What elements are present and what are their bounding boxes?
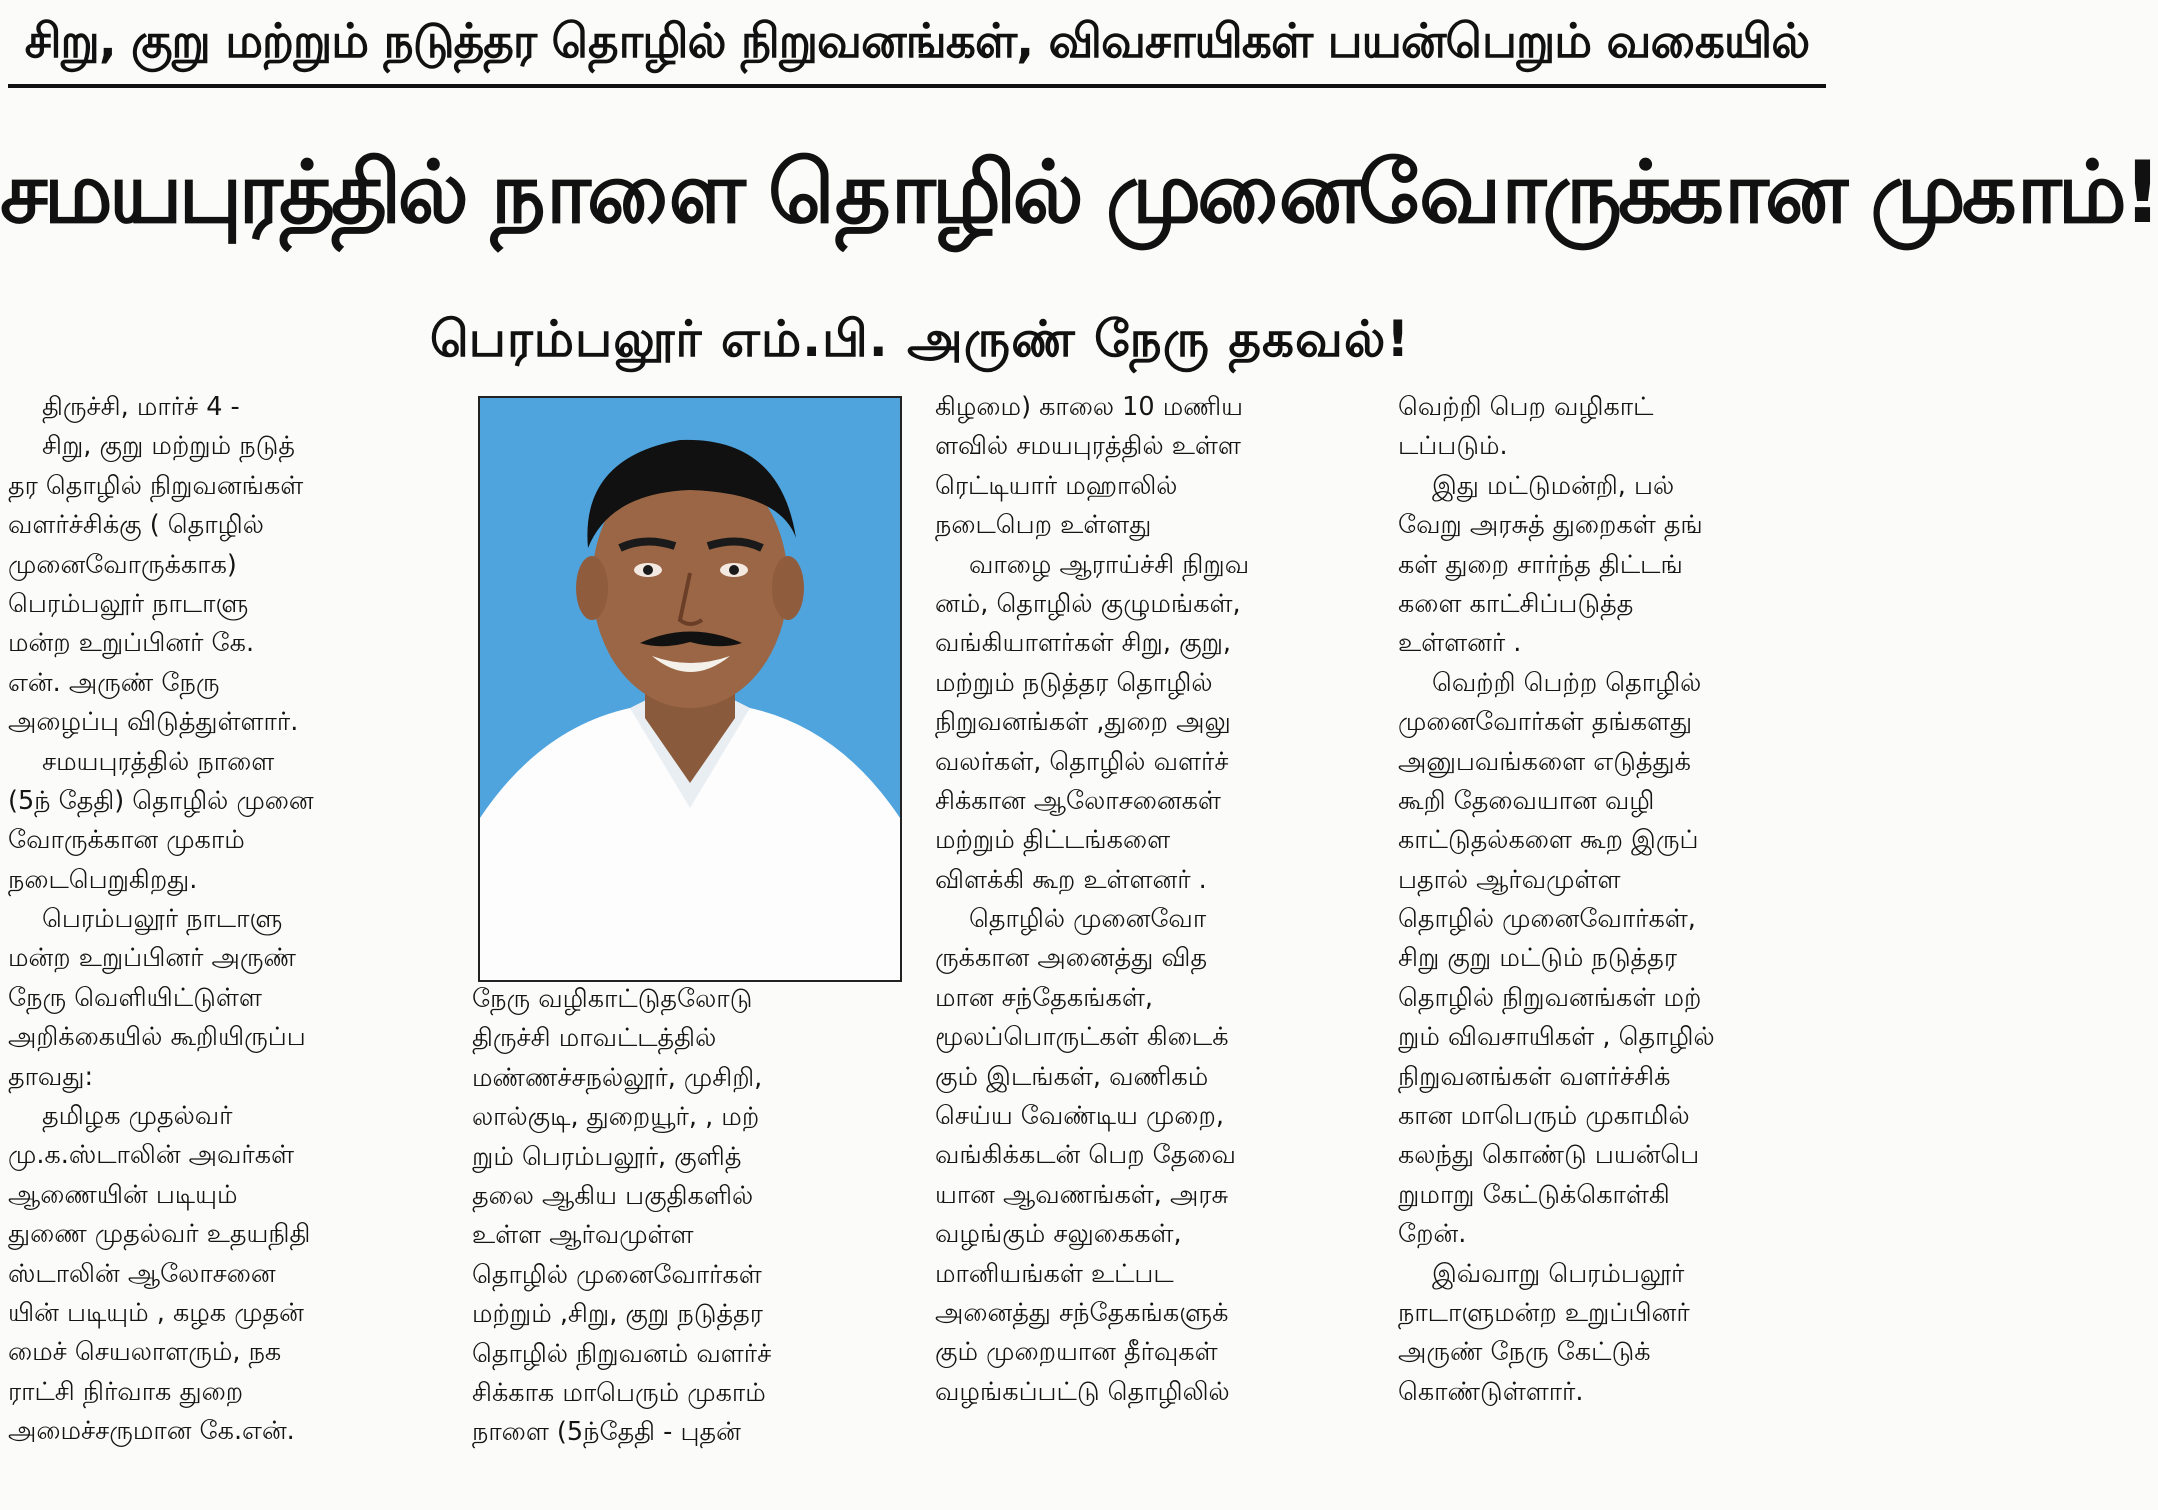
article-line: நிறுவனங்கள் ,துறை அலு [935,707,1231,738]
portrait-illustration [480,398,900,980]
article-line: வெற்றி பெற்ற தொழில் [1432,667,1702,698]
article-line: பெரம்பலூர் நாடாளு [42,904,283,935]
portrait-photo [478,396,902,982]
article-line: அனைத்து சந்தேகங்களுக் [935,1297,1229,1328]
article-line: உள்ள ஆர்வமுள்ள [472,1220,694,1251]
article-line: இவ்வாறு பெரம்பலூர் [1432,1258,1685,1289]
article-line: வெற்றி பெற வழிகாட் [1398,392,1654,422]
article-line: வேறு அரசுத் துறைகள் தங் [1398,510,1703,541]
article-column-2 [472,980,912,1500]
article-line: விளக்கி கூற உள்ளனர் . [935,864,1207,895]
article-line: தொழில் நிறுவனம் வளர்ச் [472,1338,772,1369]
article-line: லால்குடி, துறையூர், , மற் [472,1102,760,1133]
article-line: மூலப்பொருட்கள் கிடைக் [935,1022,1229,1053]
article-line: நடைபெறுகிறது. [8,864,198,895]
kicker-underline [8,84,1826,88]
article-line: றேன். [1398,1219,1467,1250]
article-line: அழைப்பு விடுத்துள்ளார். [8,707,299,738]
article-line: கள் துறை சார்ந்த திட்டங் [1398,549,1683,580]
article-line: மற்றும் திட்டங்களை [935,825,1171,856]
article-line: பதால் ஆர்வமுள்ள [1398,864,1621,895]
article-column-1 [8,388,440,1500]
article-line: கான மாபெரும் முகாமில் [1398,1101,1690,1132]
article-line: மானியங்கள் உட்பட [935,1258,1174,1289]
article-line: வழங்கும் சலுகைகள், [935,1219,1182,1250]
article-line: தொழில் முனைவோர்கள், [1398,904,1696,935]
article-line: கலந்து கொண்டு பயன்பெ [1398,1140,1700,1171]
article-line: வழங்கப்பட்டு தொழிலில் [935,1376,1230,1407]
article-line: அருண் நேரு கேட்டுக் [1398,1337,1651,1368]
article-line: தொழில் முனைவோர்கள் [472,1259,762,1290]
article-line: றுமாறு கேட்டுக்கொள்கி [1398,1179,1670,1210]
article-line: ரெட்டியார் மஹாலில் [935,470,1178,501]
article-line: வோருக்கான முகாம் [8,825,245,856]
article-line: துணை முதல்வர் உதயநிதி [8,1219,311,1250]
article-line: யான ஆவணங்கள், அரசு [935,1179,1229,1210]
article-line: றும் விவசாயிகள் , தொழில் [1398,1022,1715,1053]
article-line: நாடாளுமன்ற உறுப்பினர் [1398,1297,1690,1328]
article-line: மு.க.ஸ்டாலின் அவர்கள் [8,1140,295,1171]
subheadline: பெரம்பலூர் எம்.பி. அருண் நேரு தகவல்! [429,310,1411,368]
article-line: சிறு, குறு மற்றும் நடுத் [42,431,295,462]
article-line: மற்றும் நடுத்தர தொழில் [935,667,1213,698]
article-line: கொண்டுள்ளார். [1398,1376,1584,1407]
article-line: சிறு குறு மட்டும் நடுத்தர [1398,943,1678,974]
article-line: வங்கியாளர்கள் சிறு, குறு, [935,628,1232,659]
article-line: ருக்கான அனைத்து வித [935,943,1208,974]
article-line: முனைவோர்கள் தங்களது [1398,707,1693,738]
article-line: மண்ணச்சநல்லூர், முசிறி, [472,1062,763,1093]
article-line: தர தொழில் நிறுவனங்கள் [8,470,304,501]
article-line: டப்படும். [1398,431,1508,462]
article-line: இது மட்டுமன்றி, பல் [1432,470,1675,501]
article-line: கூறி தேவையான வழி [1398,785,1655,816]
article-line: சிக்கான ஆலோசனைகள் [935,785,1221,816]
article-line: மற்றும் ,சிறு, குறு நடுத்தர [472,1299,763,1330]
article-line: அறிக்கையில் கூறியிருப்ப [8,1022,306,1053]
article-line: பெரம்பலூர் நாடாளு [8,588,249,619]
article-line: சமயபுரத்தில் நாளை [42,746,275,777]
article-line: நேரு வெளியிட்டுள்ள [8,982,262,1013]
article-line: அனுபவங்களை எடுத்துக் [1398,746,1691,777]
article-line: யின் படியும் , கழக முதன் [8,1297,304,1328]
article-line: மான சந்தேகங்கள், [935,982,1153,1013]
article-line: (5ந் தேதி) தொழில் முனை [8,785,314,816]
article-line: ராட்சி நிர்வாக துறை [8,1376,244,1407]
article-line: றும் பெரம்பலூர், குளித் [472,1141,742,1172]
article-line: கிழமை) காலை 10 மணிய [935,392,1244,422]
article-line: நடைபெற உள்ளது [935,510,1152,541]
article-line: சிக்காக மாபெரும் முகாம் [472,1377,766,1408]
article-line: ஆணையின் படியும் [8,1179,238,1210]
article-line: ஸ்டாலின் ஆலோசனை [8,1258,276,1289]
article-line: ளவில் சமயபுரத்தில் உள்ள [935,431,1241,462]
article-line: மன்ற உறுப்பினர் கே. [8,628,255,659]
article-column-4 [1398,388,1828,1500]
article-line: செய்ய வேண்டிய முறை, [935,1101,1224,1132]
article-line: வங்கிக்கடன் பெற தேவை [935,1140,1236,1171]
article-line: முனைவோருக்காக) [8,549,237,580]
article-line: கும் இடங்கள், வணிகம் [935,1061,1209,1092]
article-line: கும் முறையான தீர்வுகள் [935,1337,1218,1368]
article-line: திருச்சி மாவட்டத்தில் [472,1023,717,1054]
article-line: நிறுவனங்கள் வளர்ச்சிக் [1398,1061,1671,1092]
article-column-3 [935,388,1375,1500]
article-line: களை காட்சிப்படுத்த [1398,588,1634,619]
article-line: வளர்ச்சிக்கு ( தொழில் [8,510,264,541]
kicker-line: சிறு, குறு மற்றும் நடுத்தர தொழில் நிறுவனங்கள், விவசாயிகள் பயன்பெறும் வகையில் [24,14,1810,69]
article-line: தாவது: [8,1061,94,1092]
article-line: நாளை (5ந்தேதி - புதன் [472,1417,741,1448]
article-line: னம், தொழில் குழுமங்கள், [935,588,1241,619]
article-line: நேரு வழிகாட்டுதலோடு [472,984,753,1014]
article-line: திருச்சி, மார்ச் 4 - [42,392,240,422]
article-line: காட்டுதல்களை கூற இருப் [1398,825,1699,856]
article-line: வாழை ஆராய்ச்சி நிறுவ [969,549,1250,580]
article-line: தொழில் நிறுவனங்கள் மற் [1398,982,1702,1013]
article-line: மன்ற உறுப்பினர் அருண் [8,943,296,974]
headline: சமயபுரத்தில் நாளை தொழில் முனைவோருக்கான முகாம்! [0,143,2158,243]
article-line: தமிழக முதல்வர் [42,1101,233,1132]
article-line: உள்ளனர் . [1398,628,1522,659]
article-line: மைச் செயலாளரும், நக [8,1337,282,1368]
article-line: அமைச்சருமான கே.என். [8,1416,295,1447]
article-line: என். அருண் நேரு [8,667,220,698]
article-line: வலர்கள், தொழில் வளர்ச் [935,746,1229,777]
article-line: தலை ஆகிய பகுதிகளில் [472,1180,754,1211]
article-line: தொழில் முனைவோ [969,904,1207,935]
